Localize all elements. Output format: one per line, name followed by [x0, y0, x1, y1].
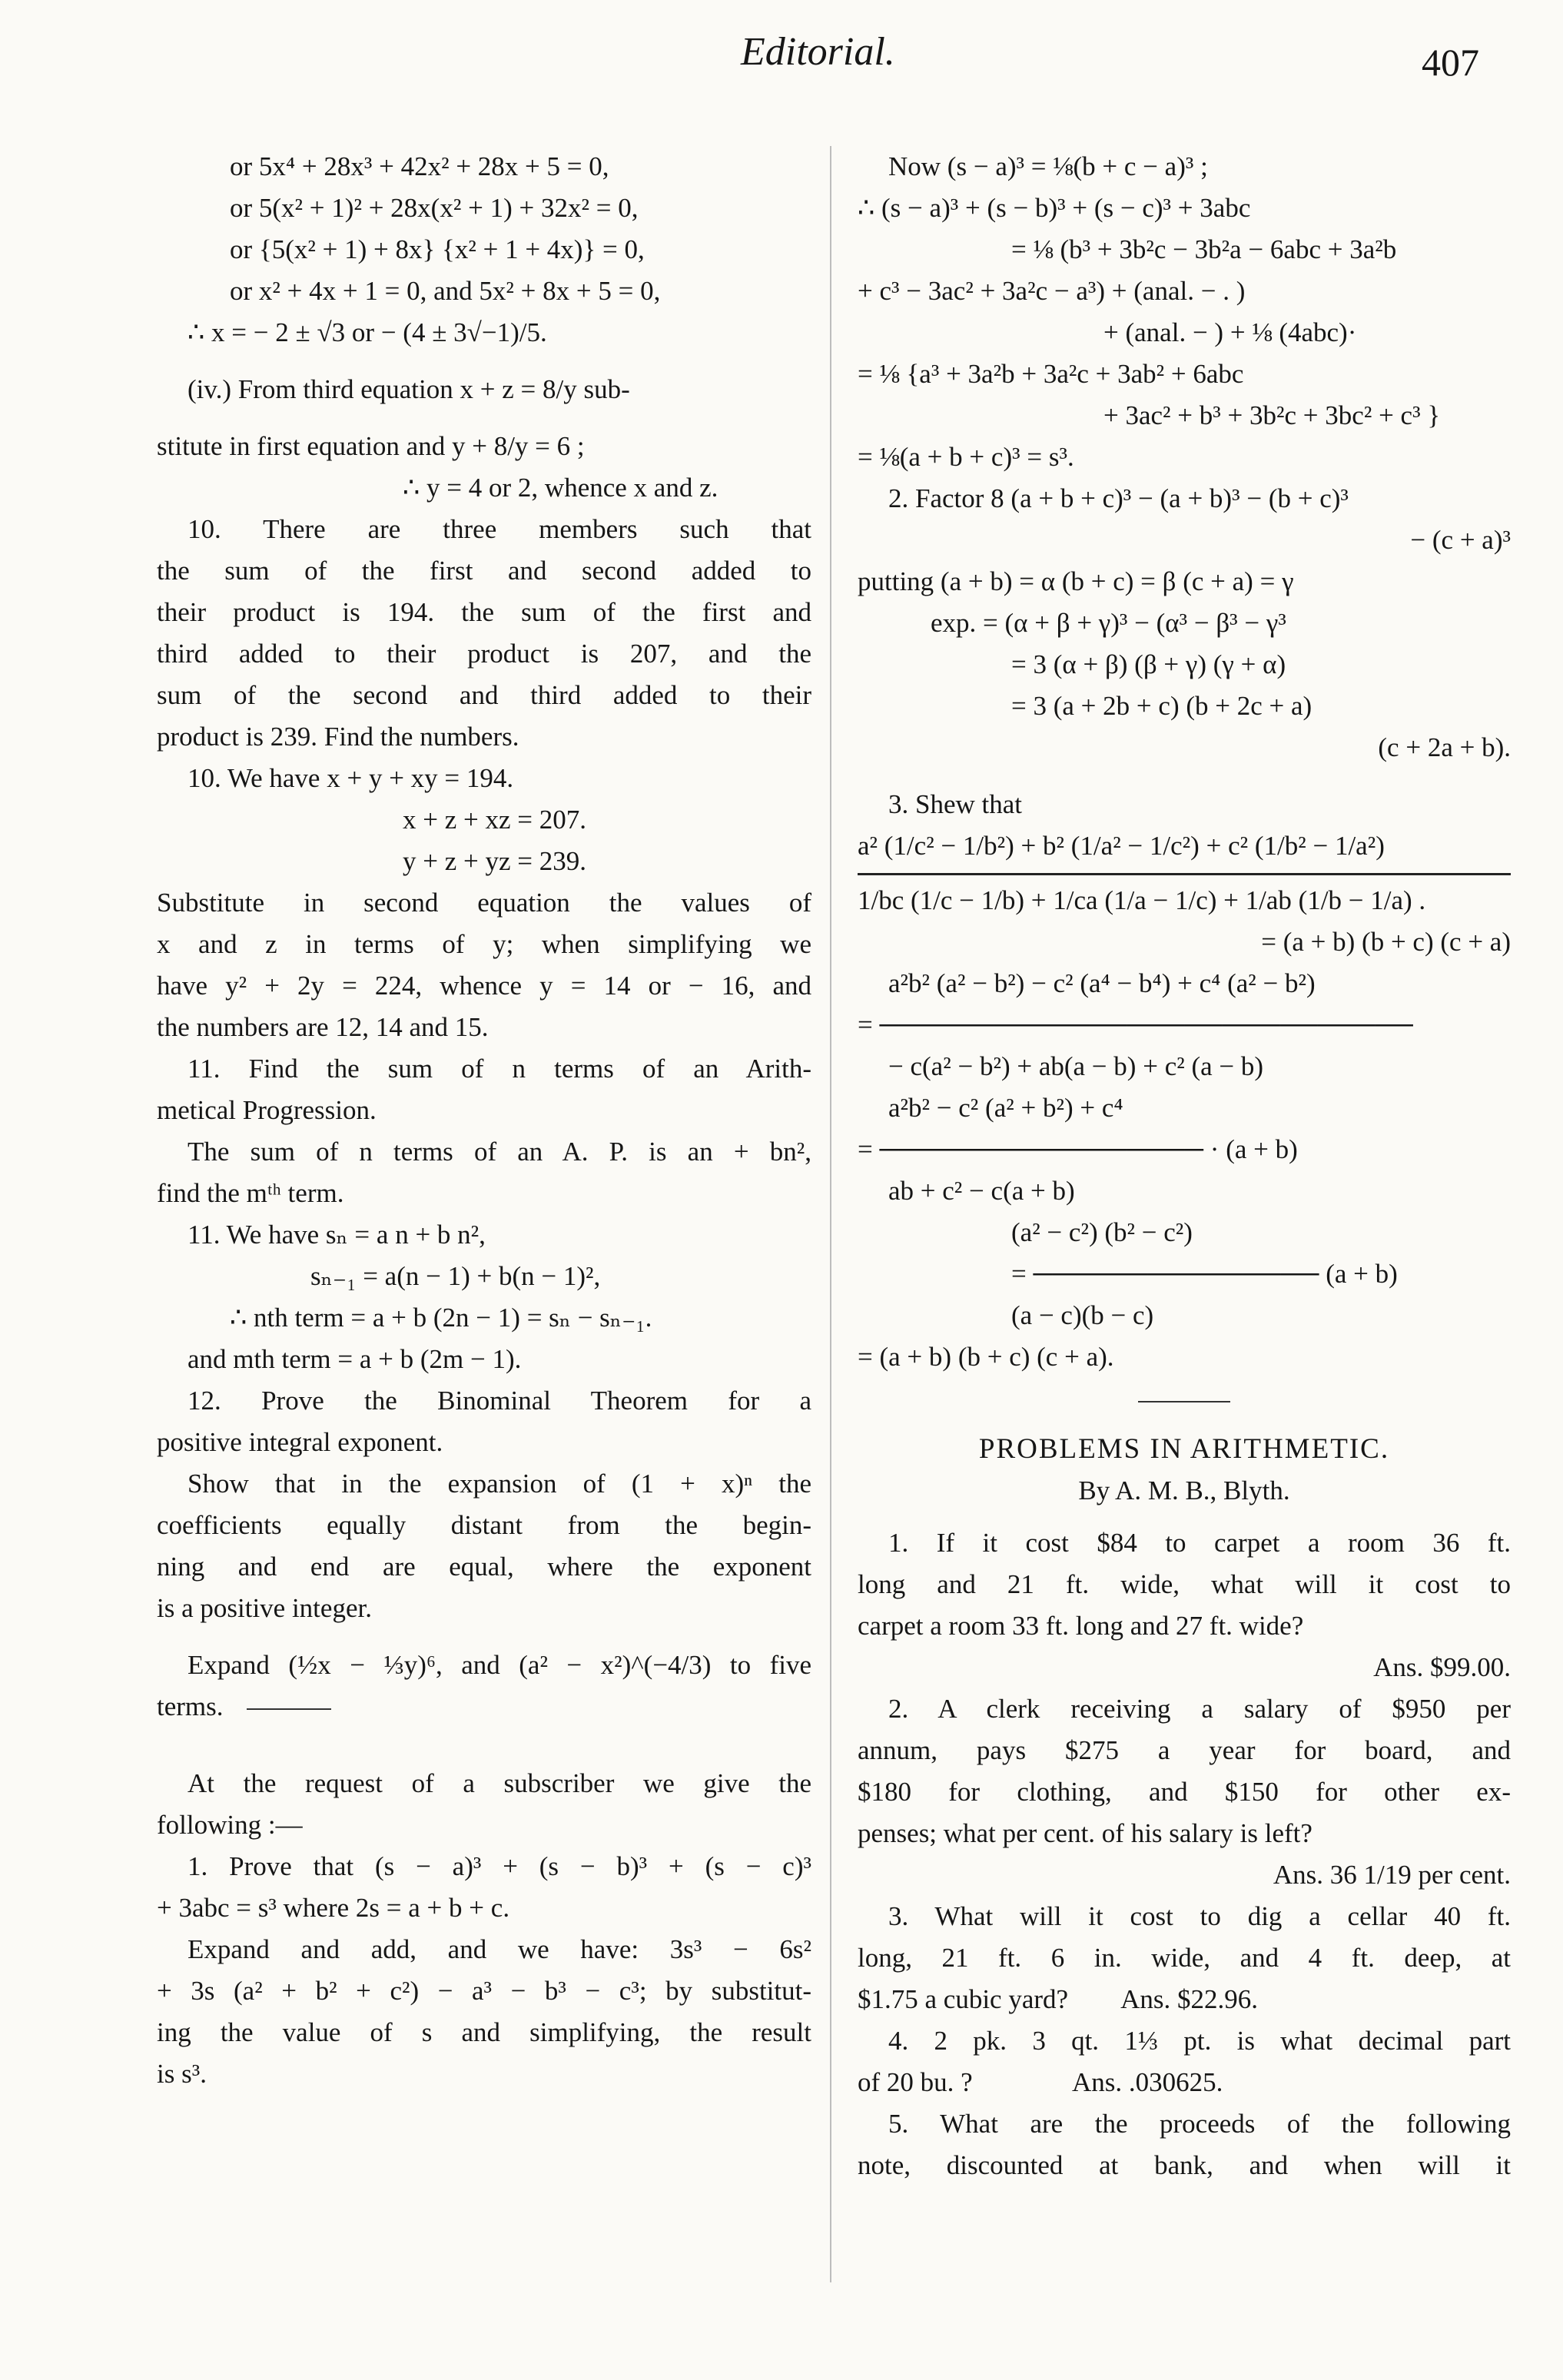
text-line: metical Progression.: [157, 1095, 377, 1125]
equation-line: (c + 2a + b).: [1378, 732, 1511, 762]
problem-line: $1.75 a cubic yard? Ans. $22.96.: [858, 1984, 1259, 2014]
text-line: stitute in first equation and y + 8/y = 6 ;: [157, 431, 585, 461]
problem-line: $180 for clothing, and $150 for other ex-: [858, 1777, 1511, 1807]
equation-line: putting (a + b) = α (b + c) = β (c + a) = γ: [858, 566, 1294, 596]
equation-line: 11. We have sₙ = a n + b n²,: [187, 1220, 486, 1250]
equation-line: = 3 (a + 2b + c) (b + 2c + a): [1011, 691, 1312, 721]
problem-line: carpet a room 33 ft. long and 27 ft. wide?: [858, 1611, 1304, 1641]
equation-line: = ────────────────────────────: [858, 1010, 1413, 1040]
equation-line: = ⅛(a + b + c)³ = s³.: [858, 442, 1074, 472]
text-line: The sum of n terms of an A. P. is an + bn²,: [187, 1137, 811, 1167]
answer-line: Ans. 36 1/19 per cent.: [1273, 1860, 1511, 1890]
text-line: ing the value of s and simplifying, the result: [157, 2017, 811, 2047]
right-column: [858, 146, 1511, 2186]
problem-line: of 20 bu. ? Ans. .030625.: [858, 2067, 1223, 2097]
text-line: is a positive integer.: [157, 1593, 372, 1623]
equation-line: − c(a² − b²) + ab(a − b) + c² (a − b): [888, 1051, 1264, 1081]
problem-line: long and 21 ft. wide, what will it cost to: [858, 1569, 1511, 1599]
separator-rule: [247, 1708, 331, 1710]
equation-line: ∴ nth term = a + b (2n − 1) = sₙ − sₙ₋₁.: [230, 1303, 652, 1333]
answer-line: Ans. $99.00.: [1373, 1652, 1511, 1682]
column-divider: [830, 146, 831, 2282]
problem-line: 5. What are the proceeds of the following: [888, 2109, 1511, 2139]
text-line: + 3abc = s³ where 2s = a + b + c.: [157, 1893, 510, 1923]
equation-line: or x² + 4x + 1 = 0, and 5x² + 8x + 5 = 0,: [230, 276, 661, 306]
text-line: 12. Prove the Binominal Theorem for a: [187, 1386, 811, 1416]
equation-line: = ───────────────── · (a + b): [858, 1134, 1298, 1164]
text-line: sum of the second and third added to their: [157, 680, 811, 710]
equation-line: or {5(x² + 1) + 8x} {x² + 1 + 4x)} = 0,: [230, 234, 645, 264]
text-line: ning and end are equal, where the exponent: [157, 1552, 811, 1582]
problem-line: 4. 2 pk. 3 qt. 1⅓ pt. is what decimal part: [888, 2026, 1511, 2056]
separator-rule: [1138, 1401, 1230, 1402]
problem-line: 2. A clerk receiving a salary of $950 per: [888, 1694, 1511, 1724]
equation-line: Now (s − a)³ = ⅛(b + c − a)³ ;: [888, 151, 1208, 181]
equation-line: sₙ₋₁ = a(n − 1) + b(n − 1)²,: [310, 1261, 601, 1291]
equation-line: = ⅛ {a³ + 3a²b + 3a²c + 3ab² + 6abc: [858, 359, 1244, 389]
equation-line: = (a + b) (b + c) (c + a).: [858, 1342, 1114, 1372]
text-line: Expand (½x − ⅓y)⁶, and (a² − x²)^(−4/3) to five: [187, 1650, 811, 1680]
equation-line: and mth term = a + b (2m − 1).: [187, 1344, 522, 1374]
equation-line: (a − c)(b − c): [1011, 1300, 1154, 1330]
equation-line: ab + c² − c(a + b): [888, 1176, 1075, 1206]
problem-line: 3. What will it cost to dig a cellar 40 ft.: [888, 1901, 1511, 1931]
text-line: have y² + 2y = 224, whence y = 14 or − 16, and: [157, 971, 811, 1001]
problem-line: annum, pays $275 a year for board, and: [858, 1735, 1511, 1765]
text-line: x and z in terms of y; when simplifying we: [157, 929, 811, 959]
problem-line: 1. If it cost $84 to carpet a room 36 ft.: [888, 1528, 1511, 1558]
equation-line: + (anal. − ) + ⅛ (4abc)·: [1103, 317, 1357, 347]
equation-line: = 3 (α + β) (β + γ) (γ + α): [1011, 649, 1286, 679]
equation-line: x + z + xz = 207.: [403, 805, 587, 835]
equation-line: ∴ x = − 2 ± √3 or − (4 ± 3√−1)/5.: [187, 317, 547, 347]
text-line: following :—: [157, 1810, 303, 1840]
byline: By A. M. B., Blyth.: [1078, 1475, 1290, 1505]
text-line: Show that in the expansion of (1 + x)ⁿ the: [187, 1469, 811, 1499]
text-line-label: terms.: [157, 1691, 224, 1721]
problem-line: long, 21 ft. 6 in. wide, and 4 ft. deep, at: [858, 1943, 1511, 1973]
page-number: 407: [1422, 41, 1479, 84]
equation-line: = ⅛ (b³ + 3b²c − 3b²a − 6abc + 3a²b: [1011, 234, 1397, 264]
text-line: coefficients equally distant from the begin-: [157, 1510, 811, 1540]
problem-line: note, discounted at bank, and when will it: [858, 2150, 1511, 2180]
equation-line: + 3ac² + b³ + 3b²c + 3bc² + c³ }: [1103, 400, 1441, 430]
equation-line: a²b² − c² (a² + b²) + c⁴: [888, 1093, 1123, 1123]
fraction-bar: [858, 873, 1511, 875]
text-line: is s³.: [157, 2059, 207, 2089]
text-line: 3. Shew that: [888, 789, 1023, 819]
equation-line: y + z + yz = 239.: [403, 846, 587, 876]
text-line: find the mᵗʰ term.: [157, 1178, 344, 1208]
equation-line: or 5x⁴ + 28x³ + 42x² + 28x + 5 = 0,: [230, 151, 609, 181]
text-line: the numbers are 12, 14 and 15.: [157, 1012, 489, 1042]
equation-line: 10. We have x + y + xy = 194.: [187, 763, 514, 793]
left-column: [157, 146, 811, 2095]
text-line: positive integral exponent.: [157, 1427, 443, 1457]
text-line: [157, 1686, 811, 1728]
running-title: Editorial.: [741, 30, 895, 74]
text-line: At the request of a subscriber we give the: [187, 1768, 811, 1798]
equation-line: a²b² (a² − b²) − c² (a⁴ − b⁴) + c⁴ (a² − b²): [888, 968, 1316, 998]
text-line: + 3s (a² + b² + c²) − a³ − b³ − c³; by substitut-: [157, 1976, 811, 2006]
equation-line: or 5(x² + 1)² + 28x(x² + 1) + 32x² = 0,: [230, 193, 639, 223]
text-line: 1. Prove that (s − a)³ + (s − b)³ + (s − c)³: [187, 1851, 811, 1881]
text-line: their product is 194. the sum of the first and: [157, 597, 811, 627]
equation-line: ∴ (s − a)³ + (s − b)³ + (s − c)³ + 3abc: [858, 193, 1251, 223]
equation-line: exp. = (α + β + γ)³ − (α³ − β³ − γ³: [931, 608, 1286, 638]
text-line: third added to their product is 207, and the: [157, 639, 811, 669]
equation-line: (a² − c²) (b² − c²): [1011, 1217, 1193, 1247]
problem-line: penses; what per cent. of his salary is left?: [858, 1818, 1312, 1848]
equation-line: + c³ − 3ac² + 3a²c − a³) + (anal. − . ): [858, 276, 1246, 306]
equation-line: = (a + b) (b + c) (c + a): [1261, 927, 1511, 957]
equation-denominator: 1/bc (1/c − 1/b) + 1/ca (1/a − 1/c) + 1/ab (1/b − 1/a) .: [858, 885, 1426, 915]
equation-numerator: a² (1/c² − 1/b²) + b² (1/a² − 1/c²) + c² (1/b² − 1/a²): [858, 831, 1385, 861]
equation-line: 2. Factor 8 (a + b + c)³ − (a + b)³ − (b + c)³: [888, 483, 1349, 513]
section-title: PROBLEMS IN ARITHMETIC.: [978, 1433, 1390, 1465]
equation-line: − (c + a)³: [1410, 525, 1511, 555]
text-line: 11. Find the sum of n terms of an Arith-: [187, 1054, 811, 1084]
text-line: Expand and add, and we have: 3s³ − 6s²: [187, 1934, 811, 1964]
text-line: the sum of the first and second added to: [157, 556, 811, 586]
page-header: [0, 29, 1563, 98]
text-line: (iv.) From third equation x + z = 8/y sub-: [187, 374, 630, 404]
text-line: ∴ y = 4 or 2, whence x and z.: [403, 473, 718, 503]
text-line: product is 239. Find the numbers.: [157, 722, 519, 752]
text-line: Substitute in second equation the values of: [157, 888, 811, 918]
text-line: 10. There are three members such that: [187, 514, 811, 544]
equation-line: = ─────────────── (a + b): [1011, 1259, 1398, 1289]
